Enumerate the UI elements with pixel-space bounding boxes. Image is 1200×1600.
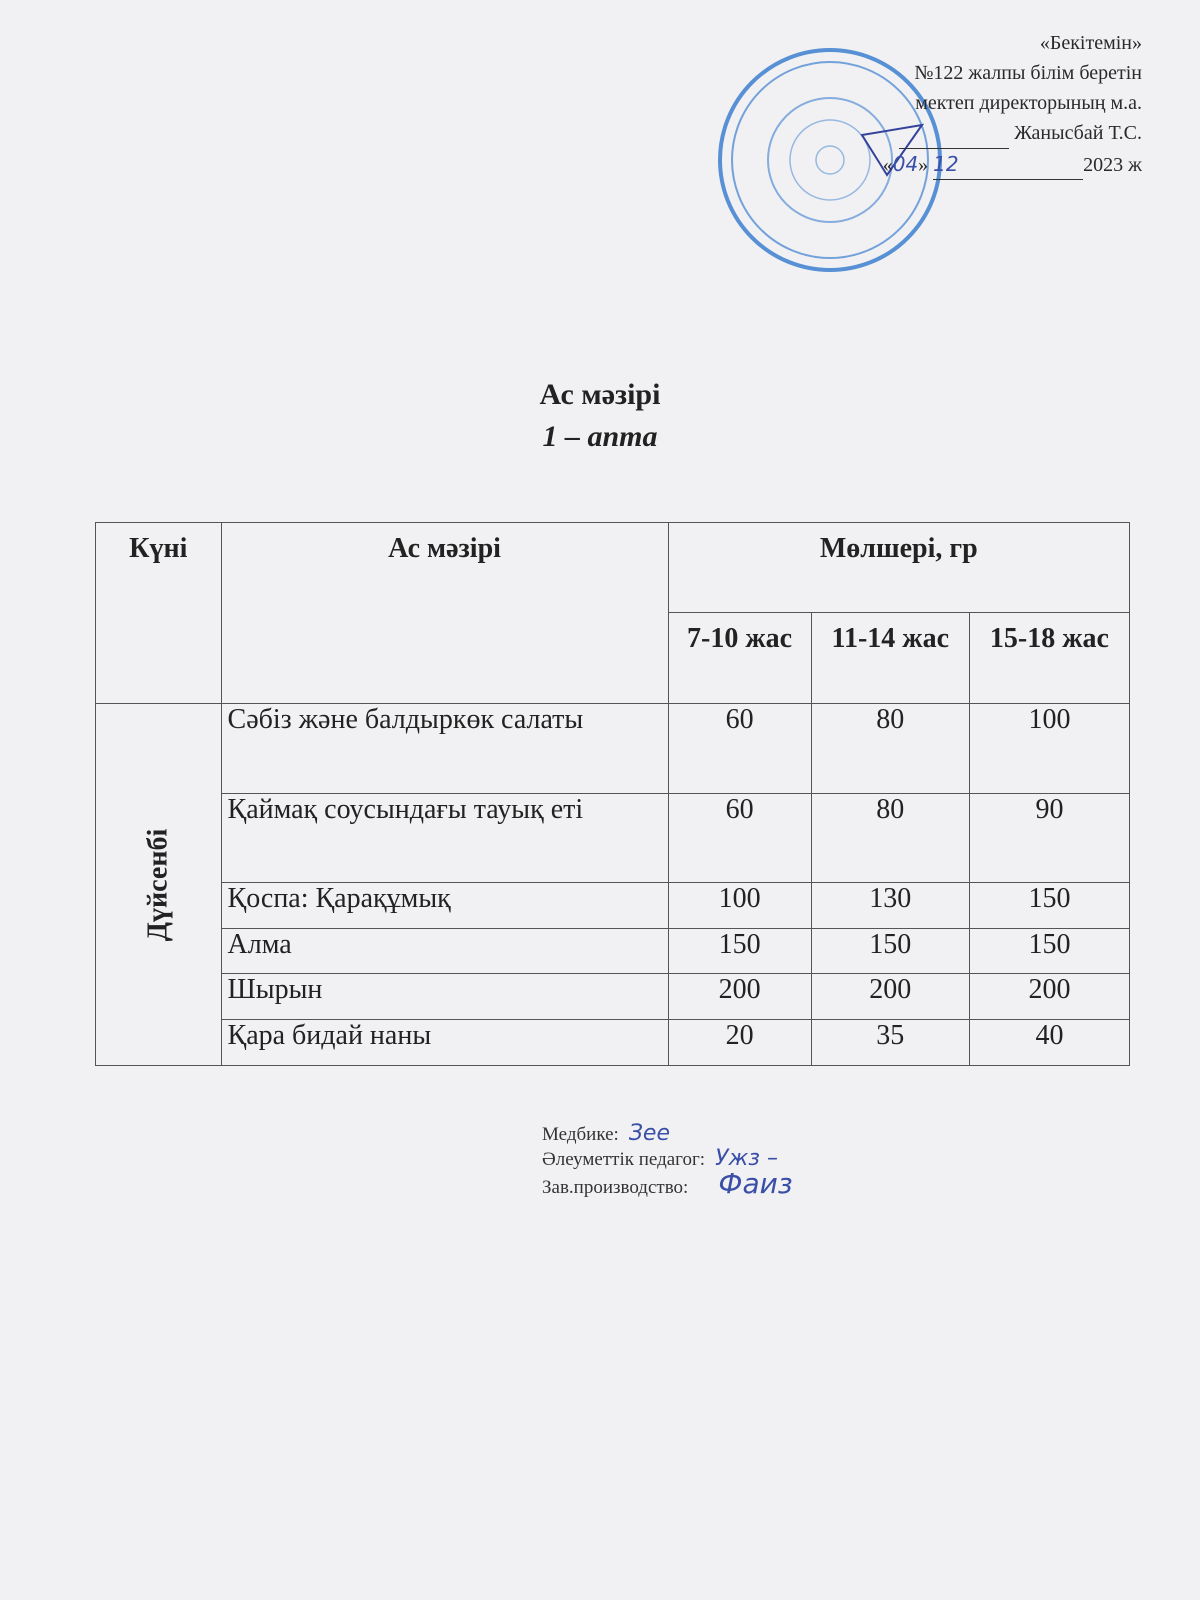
- header-menu: Ас мәзірі: [221, 523, 668, 704]
- approval-line2: мектеп директорының м.а.: [915, 92, 1142, 114]
- date-year: 2023 ж: [1083, 154, 1142, 176]
- social-pedagogue-signature-icon: Ужз –: [715, 1146, 778, 1171]
- production-signature-icon: Фаиз: [718, 1167, 793, 1200]
- table-row: [96, 974, 1130, 1020]
- social-pedagogue-label: Әлеуметтік педагог:: [542, 1149, 706, 1170]
- dish: Қоспа: Қарақұмық: [221, 883, 668, 929]
- table-row: [96, 1020, 1130, 1066]
- production-label: Зав.производство:: [542, 1177, 689, 1198]
- amount: 80: [811, 794, 969, 883]
- table-row: [96, 929, 1130, 974]
- amount: 20: [668, 1020, 811, 1066]
- dish: Шырын: [221, 974, 668, 1020]
- dish: Сәбіз және балдыркөк салаты: [221, 704, 668, 794]
- amount: 90: [969, 794, 1129, 883]
- amount: 150: [969, 929, 1129, 974]
- day-label: Дүйсенбі: [142, 828, 174, 941]
- amount: 35: [811, 1020, 969, 1066]
- date-month: 12: [933, 149, 1083, 180]
- dish: Қара бидай наны: [221, 1020, 668, 1066]
- amount: 60: [668, 794, 811, 883]
- header-age: 15-18 жас: [969, 613, 1129, 704]
- amount: 80: [811, 704, 969, 794]
- nurse-label: Медбике:: [542, 1124, 619, 1145]
- date-day: 04: [892, 152, 919, 176]
- menu-table: [95, 522, 1130, 1066]
- amount: 150: [969, 883, 1129, 929]
- amount: 200: [969, 974, 1129, 1020]
- amount: 150: [668, 929, 811, 974]
- amount: 40: [969, 1020, 1129, 1066]
- director-name: Жанысбай Т.С.: [1014, 122, 1142, 144]
- amount: 60: [668, 704, 811, 794]
- amount: 100: [969, 704, 1129, 794]
- header-age: 7-10 жас: [668, 613, 811, 704]
- page-subtitle: 1 – апта: [542, 420, 658, 453]
- table-row: [96, 794, 1130, 883]
- header-amount: Мөлшері, гр: [668, 523, 1129, 613]
- amount: 130: [811, 883, 969, 929]
- dish: Алма: [221, 929, 668, 974]
- approval-block: «Бекітемін» №122 жалпы білім беретін мектеп директорының м.а. Жанысбай Т.С. «04» 12 2023 ж: [883, 28, 1142, 180]
- amount: 200: [668, 974, 811, 1020]
- dish: Қаймақ соусындағы тауық еті: [221, 794, 668, 883]
- header-age: 11-14 жас: [811, 613, 969, 704]
- amount: 200: [811, 974, 969, 1020]
- header-day: Күні: [96, 523, 222, 704]
- table-row: [96, 883, 1130, 929]
- amount: 100: [668, 883, 811, 929]
- approval-heading: «Бекітемін»: [1039, 32, 1142, 54]
- amount: 150: [811, 929, 969, 974]
- approval-line1: №122 жалпы білім беретін: [914, 62, 1142, 84]
- page-title: Ас мәзірі: [539, 378, 661, 411]
- table-row: [96, 704, 1130, 794]
- nurse-signature-icon: Зее: [628, 1121, 670, 1146]
- signatures: [542, 1122, 793, 1200]
